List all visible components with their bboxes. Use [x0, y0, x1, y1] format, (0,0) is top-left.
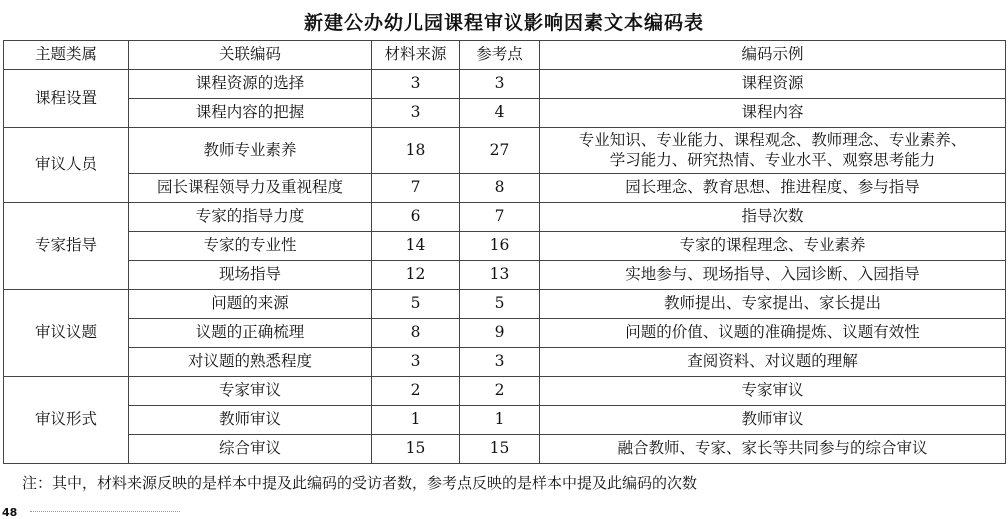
sources-cell: 7 — [372, 174, 460, 203]
example-cell: 课程资源 — [540, 70, 1006, 99]
header-code: 关联编码 — [129, 41, 372, 70]
refs-cell: 7 — [460, 203, 540, 232]
sources-cell: 3 — [372, 70, 460, 99]
category-cell: 课程设置 — [4, 70, 129, 128]
example-cell: 问题的价值、议题的准确提炼、议题有效性 — [540, 319, 1006, 348]
table-row — [4, 99, 1006, 128]
sources-cell: 1 — [372, 406, 460, 435]
category-cell: 审议形式 — [4, 377, 129, 464]
footer-divider — [30, 511, 180, 516]
refs-cell: 5 — [460, 290, 540, 319]
example-cell: 查阅资料、对议题的理解 — [540, 348, 1006, 377]
sources-cell: 18 — [372, 128, 460, 174]
example-cell: 实地参与、现场指导、入园诊断、入园指导 — [540, 261, 1006, 290]
table-row — [4, 348, 1006, 377]
header-category: 主题类属 — [4, 41, 129, 70]
table-row — [4, 261, 1006, 290]
sources-cell: 14 — [372, 232, 460, 261]
sources-cell: 8 — [372, 319, 460, 348]
example-cell — [540, 128, 1006, 174]
refs-cell: 4 — [460, 99, 540, 128]
table-row — [4, 174, 1006, 203]
code-cell: 议题的正确梳理 — [129, 319, 372, 348]
code-cell: 问题的来源 — [129, 290, 372, 319]
example-line: 专业知识、专业能力、课程观念、教师理念、专业素养、 — [578, 131, 967, 150]
table-row — [4, 319, 1006, 348]
example-line: 学习能力、研究热情、专业水平、观察思考能力 — [609, 150, 936, 169]
refs-cell: 13 — [460, 261, 540, 290]
refs-cell: 3 — [460, 348, 540, 377]
code-cell: 现场指导 — [129, 261, 372, 290]
example-cell: 园长理念、教育思想、推进程度、参与指导 — [540, 174, 1006, 203]
example-cell: 教师提出、专家提出、家长提出 — [540, 290, 1006, 319]
code-cell: 园长课程领导力及重视程度 — [129, 174, 372, 203]
sources-cell: 5 — [372, 290, 460, 319]
header-example: 编码示例 — [540, 41, 1006, 70]
refs-cell: 3 — [460, 70, 540, 99]
sources-cell: 2 — [372, 377, 460, 406]
page-number: 48 — [2, 506, 18, 519]
code-cell: 综合审议 — [129, 435, 372, 464]
sources-cell: 3 — [372, 348, 460, 377]
code-cell: 专家的指导力度 — [129, 203, 372, 232]
refs-cell: 8 — [460, 174, 540, 203]
category-cell: 审议人员 — [4, 128, 129, 203]
code-cell: 专家的专业性 — [129, 232, 372, 261]
table-row — [4, 128, 1006, 174]
example-cell: 融合教师、专家、家长等共同参与的综合审议 — [540, 435, 1006, 464]
code-cell: 课程内容的把握 — [129, 99, 372, 128]
header-sources: 材料来源 — [372, 41, 460, 70]
category-cell: 审议议题 — [4, 290, 129, 377]
refs-cell: 2 — [460, 377, 540, 406]
code-cell: 专家审议 — [129, 377, 372, 406]
example-cell: 指导次数 — [540, 203, 1006, 232]
sources-cell: 3 — [372, 99, 460, 128]
example-cell: 课程内容 — [540, 99, 1006, 128]
header-refs: 参考点 — [460, 41, 540, 70]
table-header-row — [4, 41, 1006, 70]
table-row — [4, 435, 1006, 464]
code-cell: 对议题的熟悉程度 — [129, 348, 372, 377]
example-cell: 教师审议 — [540, 406, 1006, 435]
code-cell: 教师专业素养 — [129, 128, 372, 174]
sources-cell: 6 — [372, 203, 460, 232]
coding-table — [3, 40, 1006, 464]
table-row — [4, 406, 1006, 435]
example-cell: 专家审议 — [540, 377, 1006, 406]
refs-cell: 15 — [460, 435, 540, 464]
table-note: 注：其中，材料来源反映的是样本中提及此编码的受访者数，参考点反映的是样本中提及此编码的次数 — [22, 474, 698, 492]
table-row — [4, 290, 1006, 319]
sources-cell: 12 — [372, 261, 460, 290]
example-cell: 专家的课程理念、专业素养 — [540, 232, 1006, 261]
table-title: 新建公办幼儿园课程审议影响因素文本编码表 — [303, 12, 704, 34]
refs-cell: 1 — [460, 406, 540, 435]
refs-cell: 27 — [460, 128, 540, 174]
table-row — [4, 70, 1006, 99]
refs-cell: 16 — [460, 232, 540, 261]
code-cell: 教师审议 — [129, 406, 372, 435]
table-row — [4, 232, 1006, 261]
refs-cell: 9 — [460, 319, 540, 348]
sources-cell: 15 — [372, 435, 460, 464]
code-cell: 课程资源的选择 — [129, 70, 372, 99]
table-row — [4, 203, 1006, 232]
table-row — [4, 377, 1006, 406]
category-cell: 专家指导 — [4, 203, 129, 290]
